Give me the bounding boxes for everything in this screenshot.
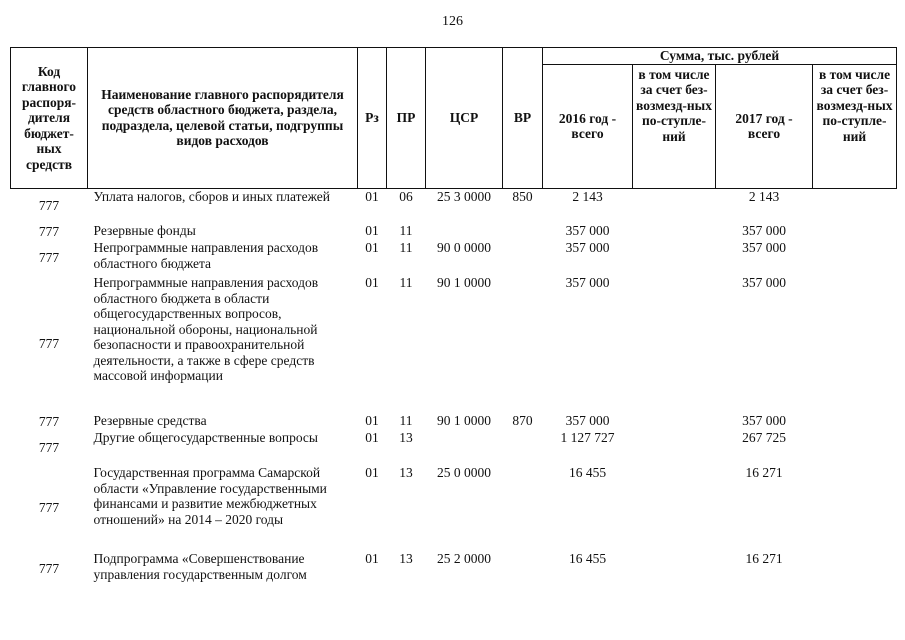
cell-vr bbox=[503, 551, 543, 586]
cell-csr: 25 2 0000 bbox=[437, 551, 491, 566]
cell-name: Государственная программа Самарской области «Управление государственными финансами и развитие межбюджетных отношений» на 2014 – 2020 годы bbox=[93, 465, 327, 527]
cell-code: 777 bbox=[38, 500, 60, 516]
cell-csr bbox=[426, 430, 503, 465]
cell-2017: 2 143 bbox=[748, 188, 780, 204]
cell-rz: 01 bbox=[365, 430, 379, 445]
header-2017-total: 2017 год - всего bbox=[716, 64, 813, 188]
cell-rz: 01 bbox=[365, 188, 379, 204]
header-vr: ВР bbox=[503, 48, 543, 189]
cell-rz: 01 bbox=[365, 551, 379, 566]
cell-2016: 16 455 bbox=[568, 465, 607, 480]
cell-2016-free bbox=[633, 223, 716, 240]
header-csr: ЦСР bbox=[426, 48, 503, 189]
cell-vr: 870 bbox=[512, 413, 533, 428]
cell-name: Уплата налогов, сборов и иных платежей bbox=[93, 188, 330, 204]
header-2017-free: в том числе за счет без-возмезд-ных по-ступле-ний bbox=[813, 64, 897, 188]
cell-2016-free bbox=[633, 551, 716, 586]
cell-name: Подпрограмма «Совершенствование управления государственным долгом bbox=[93, 551, 307, 582]
cell-2016: 2 143 bbox=[572, 188, 603, 204]
cell-csr: 25 0 0000 bbox=[437, 465, 491, 480]
cell-2017: 267 725 bbox=[742, 430, 786, 445]
cell-code: 777 bbox=[38, 198, 60, 213]
cell-pr: 11 bbox=[399, 275, 413, 290]
header-name: Наименование главного распорядителя средств областного бюджета, раздела, подраздела, целевой статьи, подгруппы видов расходов bbox=[88, 48, 358, 189]
cell-2016-free bbox=[633, 275, 716, 413]
cell-2016-free bbox=[633, 188, 716, 223]
cell-2017-free bbox=[813, 413, 897, 430]
table-row bbox=[11, 240, 897, 275]
cell-2016-free bbox=[633, 430, 716, 465]
cell-code: 777 bbox=[38, 413, 60, 429]
cell-vr bbox=[503, 465, 543, 551]
cell-pr: 11 bbox=[399, 413, 413, 428]
cell-pr: 13 bbox=[399, 551, 413, 566]
cell-2016: 1 127 727 bbox=[560, 430, 615, 445]
cell-vr bbox=[503, 240, 543, 275]
header-sum: Сумма, тыс. рублей bbox=[543, 48, 897, 65]
page-number: 126 bbox=[442, 14, 463, 29]
cell-rz: 01 bbox=[365, 275, 379, 290]
cell-vr bbox=[503, 430, 543, 465]
cell-code: 777 bbox=[38, 439, 60, 455]
header-2016-total: 2016 год - всего bbox=[543, 64, 633, 188]
cell-2016: 357 000 bbox=[565, 275, 610, 290]
cell-name: Непрограммные направления расходов областного бюджета bbox=[93, 240, 319, 271]
cell-2017: 16 271 bbox=[745, 551, 783, 566]
cell-name: Другие общегосударственные вопросы bbox=[93, 430, 318, 445]
cell-2016: 357 000 bbox=[565, 223, 610, 238]
budget-table bbox=[10, 47, 897, 586]
cell-2017: 16 271 bbox=[745, 465, 783, 480]
cell-code: 777 bbox=[38, 249, 60, 265]
table-row bbox=[11, 188, 897, 223]
header-2016-free: в том числе за счет без-возмезд-ных по-ступле-ний bbox=[633, 64, 716, 188]
cell-2017-free bbox=[813, 275, 897, 413]
cell-2016-free bbox=[633, 413, 716, 430]
cell-name: Резервные средства bbox=[93, 413, 207, 428]
cell-2017-free bbox=[813, 188, 897, 223]
cell-rz: 01 bbox=[365, 223, 379, 238]
cell-2016: 357 000 bbox=[565, 240, 610, 255]
cell-pr: 06 bbox=[399, 188, 413, 204]
cell-2017-free bbox=[813, 465, 897, 551]
cell-vr: 850 bbox=[512, 188, 533, 204]
cell-pr: 11 bbox=[399, 223, 413, 238]
cell-rz: 01 bbox=[365, 240, 379, 255]
cell-name: Непрограммные направления расходов областного бюджета в области общегосударственных вопросов, национальной обороны, национальной безопасности и правоохранительной деятельности, а также в сфере средств массовой информации bbox=[93, 275, 319, 383]
cell-code: 777 bbox=[38, 223, 60, 239]
cell-2017-free bbox=[813, 430, 897, 465]
cell-csr: 90 0 0000 bbox=[437, 240, 491, 255]
table-row bbox=[11, 551, 897, 586]
cell-2016-free bbox=[633, 465, 716, 551]
table-row bbox=[11, 465, 897, 551]
table-row bbox=[11, 223, 897, 240]
cell-rz: 01 bbox=[365, 413, 379, 428]
cell-pr: 13 bbox=[399, 465, 413, 480]
cell-2017-free bbox=[813, 223, 897, 240]
cell-2017-free bbox=[813, 240, 897, 275]
cell-vr bbox=[503, 275, 543, 413]
cell-2017-free bbox=[813, 551, 897, 586]
cell-csr: 90 1 0000 bbox=[437, 413, 491, 428]
cell-code: 777 bbox=[38, 336, 60, 352]
cell-csr: 25 3 0000 bbox=[437, 188, 491, 204]
header-rz: Рз bbox=[358, 48, 387, 189]
header-pr: ПР bbox=[387, 48, 426, 189]
cell-2017: 357 000 bbox=[742, 240, 786, 255]
cell-csr: 90 1 0000 bbox=[437, 275, 491, 290]
table-row bbox=[11, 275, 897, 413]
cell-2017: 357 000 bbox=[742, 223, 786, 238]
table-row bbox=[11, 413, 897, 430]
cell-2016: 16 455 bbox=[568, 551, 607, 566]
cell-vr bbox=[503, 223, 543, 240]
cell-2017: 357 000 bbox=[742, 413, 786, 428]
cell-name: Резервные фонды bbox=[93, 223, 196, 238]
cell-rz: 01 bbox=[365, 465, 379, 480]
cell-code: 777 bbox=[38, 560, 60, 576]
cell-pr: 11 bbox=[399, 240, 413, 255]
cell-2016: 357 000 bbox=[565, 413, 610, 428]
cell-2016-free bbox=[633, 240, 716, 275]
table-row bbox=[11, 430, 897, 465]
cell-pr: 13 bbox=[399, 430, 413, 445]
cell-2017: 357 000 bbox=[742, 275, 786, 290]
header-code: Код главного распоря-дителя бюджет-ных средств bbox=[11, 48, 88, 189]
cell-csr bbox=[426, 223, 503, 240]
